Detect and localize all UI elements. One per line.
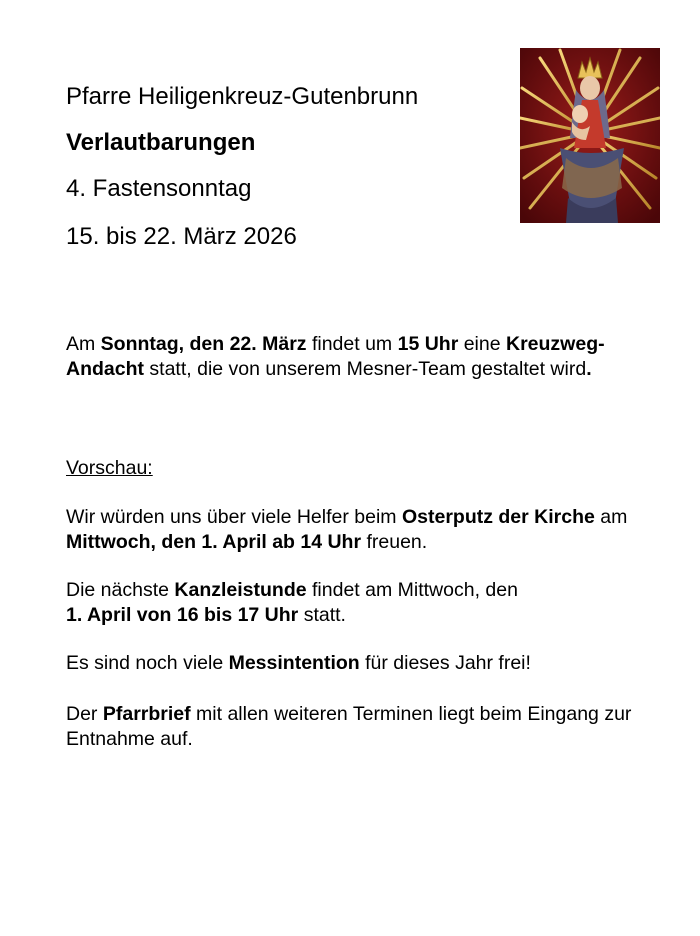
announcement-osterputz: Wir würden uns über viele Helfer beim Osterputz der Kirche am Mittwoch, den 1. April ab 14 Uhr freuen.	[66, 506, 628, 553]
liturgical-sunday: 4. Fastensonntag	[66, 175, 252, 202]
date-range: 15. bis 22. März 2026	[66, 223, 297, 250]
announcement-pfarrbrief: Der Pfarrbrief mit allen weiteren Terminen liegt beim Eingang zur Entnahme auf.	[66, 703, 632, 750]
announcement-kanzleistunde: Die nächste Kanzleistunde findet am Mittwoch, den 1. April von 16 bis 17 Uhr statt.	[66, 579, 518, 626]
page-title: Verlautbarungen	[66, 129, 256, 156]
preview-heading: Vorschau:	[66, 457, 153, 479]
announcement-messintention: Es sind noch viele Messintention für dieses Jahr frei!	[66, 652, 531, 674]
madonna-statue-icon	[520, 48, 660, 223]
parish-name: Pfarre Heiligenkreuz-Gutenbrunn	[66, 83, 419, 110]
announcement-kreuzweg: Am Sonntag, den 22. März findet um 15 Uhr eine Kreuzweg-Andacht statt, die von unserem Mesner-Team gestaltet wird.	[66, 333, 605, 380]
